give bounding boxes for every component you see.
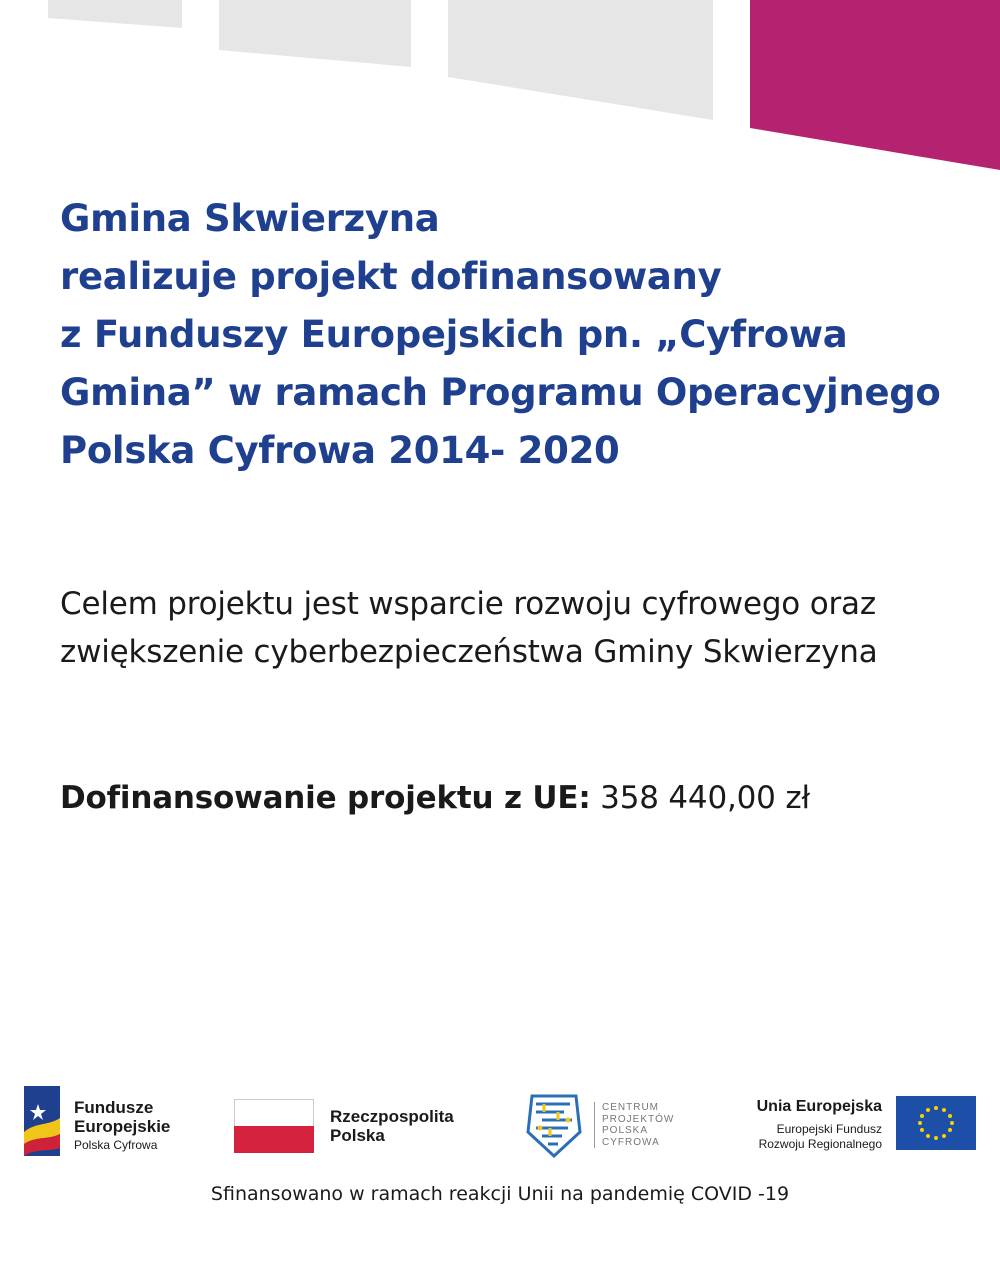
logo-centrum-projektow <box>520 1072 700 1182</box>
logos-strip <box>0 1072 1000 1182</box>
logo-rzeczpospolita-polska <box>230 1072 480 1182</box>
logo-divider <box>594 1102 595 1148</box>
ue-line2: Europejski Fundusz <box>776 1122 882 1136</box>
title-line: z Funduszy Europejskich pn. „Cyfrowa <box>60 313 848 356</box>
description-line: zwiększenie cyberbezpieczeństwa Gminy Skwierzyna <box>60 634 878 670</box>
fundusze-europejskie-icon <box>24 1086 60 1156</box>
description-line: Celem projektu jest wsparcie rozwoju cyfrowego oraz <box>60 586 876 622</box>
fe-line1: Fundusze <box>74 1098 154 1117</box>
ue-name: Unia Europejska <box>756 1098 882 1115</box>
gray-bar-1 <box>48 0 182 28</box>
rp-name <box>330 1107 454 1145</box>
title-line: realizuje projekt dofinansowany <box>60 255 722 298</box>
eu-flag-icon <box>896 1096 976 1150</box>
title-line: Gmina Skwierzyna <box>60 197 440 240</box>
title-line: Polska Cyfrowa 2014- 2020 <box>60 429 620 472</box>
gray-bar-2 <box>219 0 411 67</box>
cppc-line3: POLSKA <box>602 1125 649 1136</box>
funding-value: 358 440,00 zł <box>590 780 811 816</box>
footnote: Sfinansowano w ramach reakcji Unii na pandemię COVID -19 <box>210 1183 790 1205</box>
ue-line3: Rozwoju Regionalnego <box>758 1137 882 1151</box>
fe-subtitle: Polska Cyfrowa <box>74 1138 158 1152</box>
magenta-bar <box>750 0 1000 170</box>
rp-line1: Rzeczpospolita <box>330 1107 454 1126</box>
title-line: Gmina” w ramach Programu Operacyjnego <box>60 371 941 414</box>
project-description <box>60 580 980 676</box>
project-title <box>60 190 980 480</box>
logo-unia-europejska <box>720 1072 990 1182</box>
funding-label: Dofinansowanie projektu z UE: <box>60 780 591 816</box>
fe-line2: Europejskie <box>74 1117 171 1136</box>
polish-flag-icon <box>234 1099 314 1153</box>
funding-amount <box>60 780 810 816</box>
cppc-name <box>602 1102 674 1148</box>
fe-name <box>74 1098 170 1136</box>
gray-bar-3 <box>448 0 713 120</box>
ue-fund <box>759 1122 882 1152</box>
header-decoration <box>0 0 1000 180</box>
maze-map-icon <box>524 1092 584 1158</box>
logo-fundusze-europejskie <box>20 1072 210 1182</box>
rp-line2: Polska <box>330 1126 385 1145</box>
cppc-line2: PROJEKTÓW <box>602 1113 675 1125</box>
cppc-line1: CENTRUM <box>602 1102 659 1113</box>
cppc-line4: CYFROWA <box>602 1136 660 1148</box>
